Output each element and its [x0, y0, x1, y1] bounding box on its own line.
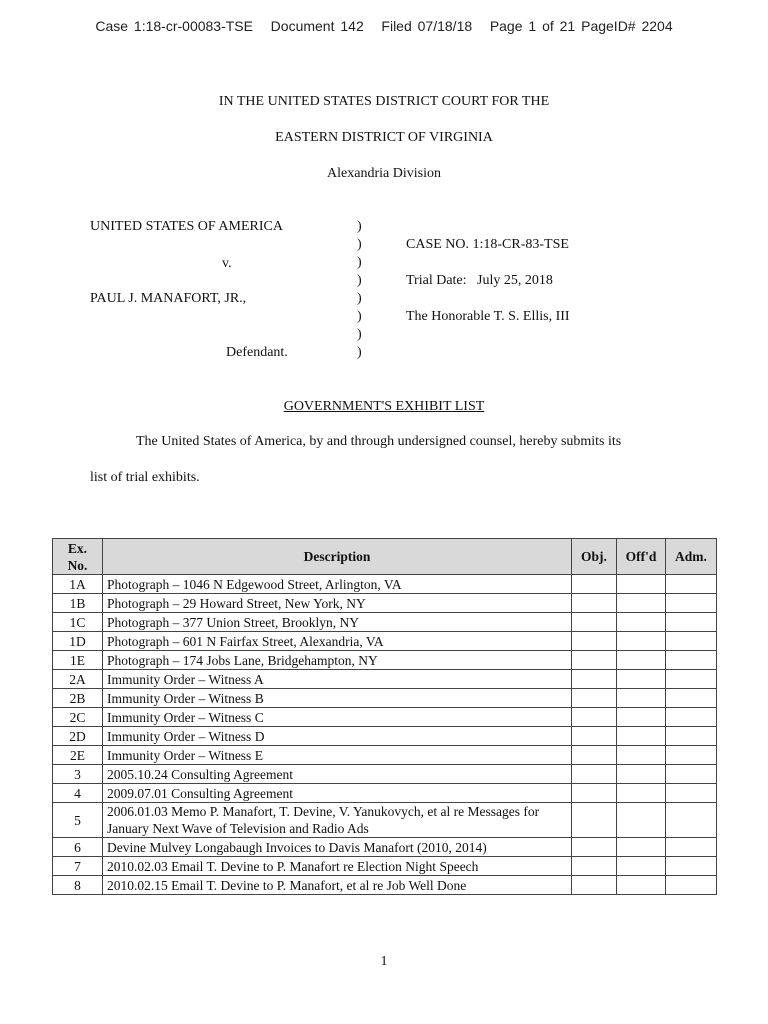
exhibit-description: Photograph – 1046 N Edgewood Street, Arlington, VA: [103, 575, 572, 594]
table-row: [53, 651, 717, 670]
obj-cell: [572, 575, 617, 594]
table-row: [53, 838, 717, 857]
header-case: Case 1:18-cr-00083-TSE: [95, 18, 253, 34]
exhibit-number: 2E: [53, 746, 103, 765]
adm-cell: [666, 708, 717, 727]
exhibit-number: 6: [53, 838, 103, 857]
offd-cell: [617, 803, 666, 838]
obj-cell: [572, 689, 617, 708]
caption-paren: ): [357, 291, 362, 306]
obj-cell: [572, 651, 617, 670]
caption-paren: ): [357, 345, 362, 360]
exhibit-description: Immunity Order – Witness C: [103, 708, 572, 727]
header-filed: Filed 07/18/18: [381, 18, 473, 34]
exhibit-number: 2C: [53, 708, 103, 727]
court-line-2: EASTERN DISTRICT OF VIRGINIA: [275, 130, 493, 145]
caption-paren: ): [357, 273, 362, 288]
table-header-row: [53, 539, 717, 575]
exhibit-description: Immunity Order – Witness B: [103, 689, 572, 708]
exhibit-number: 1B: [53, 594, 103, 613]
col-header-ex-no: [53, 539, 103, 575]
exhibit-description: Photograph – 601 N Fairfax Street, Alexandria, VA: [103, 632, 572, 651]
table-row: [53, 670, 717, 689]
caption-paren: ): [357, 255, 362, 270]
table-row: [53, 708, 717, 727]
offd-cell: [617, 651, 666, 670]
trial-date: Trial Date: July 25, 2018: [406, 273, 553, 288]
col-header-ex-no-line1: Ex.: [67, 540, 88, 556]
col-header-description: Description: [103, 539, 572, 575]
exhibit-description: Devine Mulvey Longabaugh Invoices to Davis Manafort (2010, 2014): [103, 838, 572, 857]
adm-cell: [666, 803, 717, 838]
col-header-adm: Adm.: [666, 539, 717, 575]
table-row: [53, 575, 717, 594]
obj-cell: [572, 746, 617, 765]
exhibit-description: Immunity Order – Witness A: [103, 670, 572, 689]
adm-cell: [666, 727, 717, 746]
document-title-text: GOVERNMENT'S EXHIBIT LIST: [283, 399, 485, 414]
table-row: [53, 876, 717, 895]
court-line-1: IN THE UNITED STATES DISTRICT COURT FOR THE: [218, 94, 550, 109]
case-number: CASE NO. 1:18-CR-83-TSE: [406, 237, 569, 252]
court-division: Alexandria Division: [327, 166, 441, 181]
page-number: 1: [380, 954, 388, 969]
offd-cell: [617, 746, 666, 765]
obj-cell: [572, 632, 617, 651]
table-row: [53, 784, 717, 803]
obj-cell: [572, 594, 617, 613]
judge-name: The Honorable T. S. Ellis, III: [406, 309, 570, 324]
document-title: [0, 399, 768, 415]
adm-cell: [666, 857, 717, 876]
exhibit-table: [52, 538, 717, 895]
caption-paren: ): [357, 237, 362, 252]
adm-cell: [666, 838, 717, 857]
offd-cell: [617, 632, 666, 651]
adm-cell: [666, 670, 717, 689]
adm-cell: [666, 575, 717, 594]
adm-cell: [666, 651, 717, 670]
offd-cell: [617, 575, 666, 594]
adm-cell: [666, 613, 717, 632]
caption-defendant-label: Defendant.: [226, 345, 288, 360]
col-header-ex-no-line2: No.: [67, 557, 88, 573]
offd-cell: [617, 670, 666, 689]
exhibit-number: 7: [53, 857, 103, 876]
col-header-obj: Obj.: [572, 539, 617, 575]
exhibit-number: 5: [53, 803, 103, 838]
obj-cell: [572, 857, 617, 876]
exhibit-number: 2D: [53, 727, 103, 746]
obj-cell: [572, 784, 617, 803]
intro-line-1: The United States of America, by and through undersigned counsel, hereby submits its: [136, 434, 622, 449]
exhibit-number: 1A: [53, 575, 103, 594]
exhibit-number: 4: [53, 784, 103, 803]
exhibit-description: Immunity Order – Witness E: [103, 746, 572, 765]
exhibit-description: 2010.02.15 Email T. Devine to P. Manafort, et al re Job Well Done: [103, 876, 572, 895]
exhibit-description: 2005.10.24 Consulting Agreement: [103, 765, 572, 784]
exhibit-number: 1C: [53, 613, 103, 632]
header-document: Document 142: [270, 18, 364, 34]
table-row: [53, 594, 717, 613]
obj-cell: [572, 670, 617, 689]
table-row: [53, 613, 717, 632]
obj-cell: [572, 803, 617, 838]
adm-cell: [666, 746, 717, 765]
obj-cell: [572, 876, 617, 895]
offd-cell: [617, 613, 666, 632]
offd-cell: [617, 727, 666, 746]
offd-cell: [617, 876, 666, 895]
table-row: [53, 746, 717, 765]
exhibit-description: Photograph – 174 Jobs Lane, Bridgehampton, NY: [103, 651, 572, 670]
offd-cell: [617, 765, 666, 784]
exhibit-description: 2010.02.03 Email T. Devine to P. Manafort re Election Night Speech: [103, 857, 572, 876]
caption-paren: ): [357, 327, 362, 342]
exhibit-description: Immunity Order – Witness D: [103, 727, 572, 746]
adm-cell: [666, 632, 717, 651]
exhibit-number: 8: [53, 876, 103, 895]
offd-cell: [617, 838, 666, 857]
caption-versus: v.: [222, 256, 232, 271]
exhibit-number: 2A: [53, 670, 103, 689]
offd-cell: [617, 594, 666, 613]
exhibit-number: 1E: [53, 651, 103, 670]
exhibit-description: Photograph – 377 Union Street, Brooklyn, NY: [103, 613, 572, 632]
table-row: [53, 803, 717, 838]
obj-cell: [572, 765, 617, 784]
table-row: [53, 689, 717, 708]
table-row: [53, 857, 717, 876]
adm-cell: [666, 876, 717, 895]
caption-paren: ): [357, 219, 362, 234]
exhibit-description: Photograph – 29 Howard Street, New York, NY: [103, 594, 572, 613]
header-page: Page 1 of 21 PageID# 2204: [489, 18, 673, 34]
obj-cell: [572, 727, 617, 746]
exhibit-number: 2B: [53, 689, 103, 708]
caption-plaintiff: UNITED STATES OF AMERICA: [90, 219, 283, 234]
caption-defendant-name: PAUL J. MANAFORT, JR.,: [90, 291, 247, 306]
table-row: [53, 727, 717, 746]
exhibit-number: 1D: [53, 632, 103, 651]
adm-cell: [666, 765, 717, 784]
offd-cell: [617, 857, 666, 876]
obj-cell: [572, 838, 617, 857]
offd-cell: [617, 708, 666, 727]
adm-cell: [666, 594, 717, 613]
ecf-header: [0, 18, 768, 34]
adm-cell: [666, 689, 717, 708]
obj-cell: [572, 613, 617, 632]
table-row: [53, 632, 717, 651]
col-header-offd: Off'd: [617, 539, 666, 575]
offd-cell: [617, 689, 666, 708]
obj-cell: [572, 708, 617, 727]
caption-paren: ): [357, 309, 362, 324]
offd-cell: [617, 784, 666, 803]
intro-line-2: list of trial exhibits.: [90, 470, 200, 485]
adm-cell: [666, 784, 717, 803]
table-row: [53, 765, 717, 784]
exhibit-number: 3: [53, 765, 103, 784]
exhibit-description: 2006.01.03 Memo P. Manafort, T. Devine, V. Yanukovych, et al re Messages for January Next Wave of Television and Radio Ads: [103, 803, 572, 838]
exhibit-description: 2009.07.01 Consulting Agreement: [103, 784, 572, 803]
